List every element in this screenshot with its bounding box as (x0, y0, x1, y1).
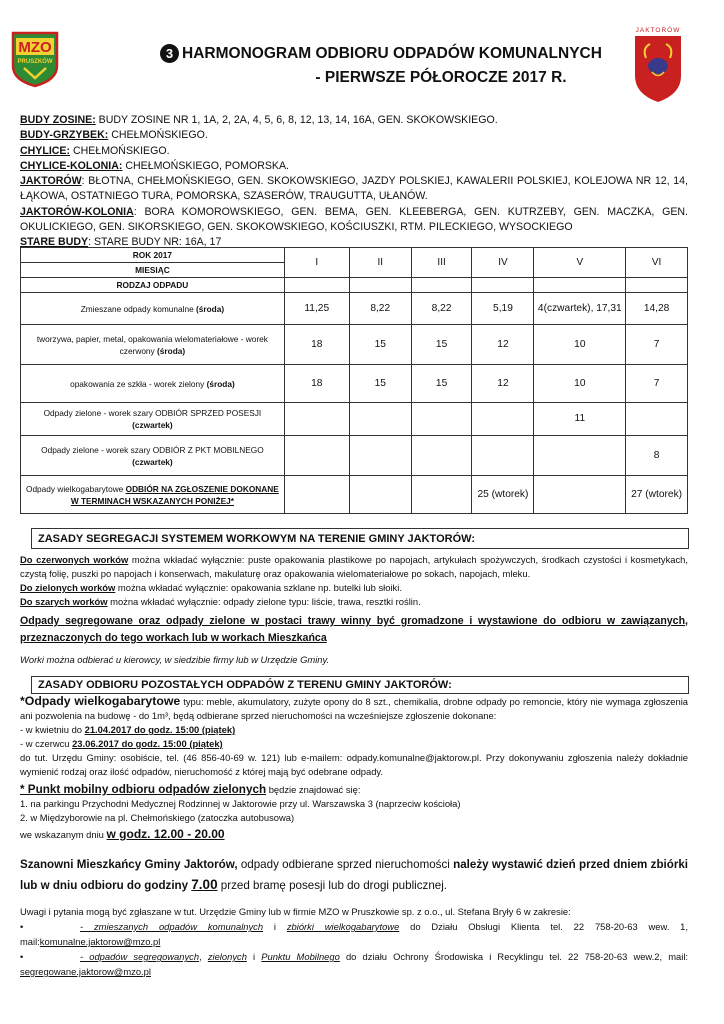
office-contact: do tut. Urzędu Gminy: osobiście, tel. (46 856-40-69 w. 121) lub e-mailem: odpady.komunalne@jaktorow.pl. Przy dokonywaniu zgłoszenia należy dokładnie wymienić rodzaj oraz ilość odpadów, nieruchomość z której mają być odebrane odpady. (20, 752, 688, 777)
street-entry (20, 174, 688, 205)
table-cell (472, 403, 534, 436)
table-cell (411, 403, 472, 436)
table-cell: 14,28 (626, 293, 688, 325)
resident-notice: Szanowni Mieszkańcy Gminy Jaktorów, odpady odbierane sprzed nieruchomości należy wystawić dzień przed dniem zbiórki lub w dniu odbioru do godziny 7.00 przed bramę posesji lub do drogi publicznej. (20, 858, 689, 892)
month-header: II (349, 248, 411, 278)
month-header: I (284, 248, 349, 278)
table-cell: 27 (wtorek) (626, 476, 688, 514)
waste-type: Odpady wielkogabarytowe ODBIÓR NA ZGŁOSZENIE DOKONANE W TERMINACH WSKAZANYCH PONIŻEJ* (21, 476, 285, 514)
table-cell: 10 (534, 365, 626, 403)
contact-2: • - odpadów segregowanych, zielonych i Punktu Mobilnego do działu Ochrony Środowiska i Recyklingu tel. 22 758-20-63 wew.2, mail: segregowane.jaktorow@mzo.pl (20, 951, 689, 977)
table-cell: 15 (349, 365, 411, 403)
table-cell (411, 436, 472, 476)
segregation-rules (20, 553, 688, 609)
crest-text: JAKTORÓW (635, 27, 681, 34)
table-row (21, 325, 688, 365)
location-1: 1. na parkingu Przychodni Medycznej Rodzinnej w Jaktorowie przy ul. Warszawska 3 (naprzeciw kościoła) (20, 798, 461, 809)
table-cell: 7 (626, 325, 688, 365)
header-type: RODZAJ ODPADU (21, 278, 285, 293)
street-text: : BORA KOMOROWSKIEGO, GEN. BEMA, GEN. KLEEBERGA, GEN. KUTRZEBY, GEN. MACZKA, GEN. OKULICKIEGO, GEN. SIKORSKIEGO, GEN. SKOKOWSKIEGO, KOŚCIUSZKI, RTM. PILECKIEGO, WYSOCKIEGO (20, 205, 688, 234)
table-row (21, 365, 688, 403)
waste-type: opakowania ze szkła - worek zielony (środa) (21, 365, 285, 403)
header-month: MIESIĄC (21, 263, 285, 278)
location-2: 2. w Międzyborowie na pl. Chełmońskiego (zatoczka autobusowa) (20, 812, 295, 823)
bulky-text: typu: meble, akumulatory, zużyte opony do 8 szt., chemikalia, drobne odpady po remoncie, który nie wymaga zgłoszenia ani pozwolenia na budowę - do 1m³, będą odbierane sprzed nieruchomości na wcześniejsze zgłoszenie dokonane: (20, 696, 688, 721)
bags-pickup-note: Worki można odbierać u kierowcy, w siedzibie firmy lub w Urzędzie Gminy. (20, 654, 330, 665)
waste-type: Zmieszane odpady komunalne (środa) (21, 293, 285, 325)
street-text: CHEŁMOŃSKIEGO, POMORSKA. (122, 159, 289, 172)
april-deadline: - w kwietniu do 21.04.2017 do godz. 15:00 (piątek) (20, 724, 236, 735)
rule-grey: Do szarych worków można wkładać wyłącznie: odpady zielone typu: liście, trawa, resztki roślin. (20, 596, 421, 607)
table-row (21, 403, 688, 436)
june-deadline: - w czerwcu 23.06.2017 do godz. 15:00 (piątek) (20, 738, 223, 749)
table-cell: 7 (626, 365, 688, 403)
table-row (21, 293, 688, 325)
bulky-title: *Odpady wielkogabarytowe (20, 694, 181, 708)
locality-name: JAKTORÓW (20, 175, 82, 188)
month-header: V (534, 248, 626, 278)
contacts-section (20, 904, 688, 979)
mobile-hours: we wskazanym dniu w godz. 12.00 - 20.00 (20, 827, 225, 841)
waste-type: Odpady zielone - worek szary ODBIÓR SPRZED POSESJI (czwartek) (21, 403, 285, 436)
month-header: VI (626, 248, 688, 278)
street-text: CHEŁMOŃSKIEGO. (70, 144, 170, 157)
schedule-table (20, 247, 688, 514)
locality-name: CHYLICE: (20, 144, 71, 157)
table-header-row (21, 248, 688, 263)
title-line-2: - PIERWSZE PÓŁOROCZE 2017 R. (315, 69, 567, 86)
document-title (146, 44, 616, 87)
email-link-1[interactable]: komunalne.jaktorow@mzo.pl (39, 936, 161, 947)
table-cell: 25 (wtorek) (472, 476, 534, 514)
table-cell (349, 476, 411, 514)
segregation-bold-note: Odpady segregowane oraz odpady zielone w postaci trawy winny być gromadzone i wystawione do odbioru w zawiązanych, przeznaczonych do tego workach lub w workach Mieszkańca (20, 615, 688, 644)
waste-type: Odpady zielone - worek szary ODBIÓR Z PKT MOBILNEGO (czwartek) (21, 436, 285, 476)
table-cell (534, 436, 626, 476)
street-entry (20, 159, 688, 174)
header-year: ROK 2017 (21, 248, 285, 263)
mzo-logo (10, 30, 60, 88)
table-cell: 15 (411, 325, 472, 365)
street-text: CHEŁMOŃSKIEGO. (108, 129, 208, 142)
table-cell: 8,22 (349, 293, 411, 325)
title-number-icon: 3 (160, 44, 179, 63)
locality-name: BUDY ZOSINE: (20, 114, 96, 126)
table-cell: 18 (284, 325, 349, 365)
other-waste-heading: ZASADY ODBIORU POZOSTAŁYCH ODPADÓW Z TERENU GMINY JAKTORÓW: (31, 676, 689, 694)
bullet-icon: • (20, 951, 24, 962)
locality-name: BUDY-GRZYBEK: (20, 129, 109, 142)
street-entry (20, 128, 688, 143)
table-cell: 15 (349, 325, 411, 365)
month-header: III (411, 248, 472, 278)
waste-type: tworzywa, papier, metal, opakowania wielomateriałowe - worek czerwony (środa) (21, 325, 285, 365)
bullet-icon: • (20, 921, 24, 932)
mobile-title: * Punkt mobilny odbioru odpadów zielonych (20, 783, 267, 796)
table-row (21, 476, 688, 514)
table-cell: 12 (472, 325, 534, 365)
table-cell (626, 403, 688, 436)
contacts-intro: Uwagi i pytania mogą być zgłaszane w tut. Urzędzie Gminy lub w firmie MZO w Pruszkowie sp. z o.o., ul. Stefana Bryły 6 w zakresie: (20, 906, 571, 917)
street-text: BUDY ZOSINE NR 1, 1A, 2, 2A, 4, 5, 6, 8, 12, 13, 14, 16A, GEN. SKOKOWSKIEGO. (95, 114, 498, 126)
email-link-2[interactable]: segregowane.jaktorow@mzo.pl (20, 966, 151, 977)
street-text: : BŁOTNA, CHEŁMOŃSKIEGO, GEN. SKOKOWSKIEGO, JAZDY POLSKIEJ, KAWALERII POLSKIEJ, KOLEJOWA NR 12, 14, ŁĄKOWA, OSTATNIEGO TURA, POMORSKA, SZASERÓW, TRAUGUTTA, UŁANÓW. (20, 175, 688, 203)
rule-red: Do czerwonych worków można wkładać wyłącznie: puste opakowania plastikowe po napojach, artykułach spożywczych, środkach czystości i kosmetykach, czystą folię, puszki po napojach i konserwach, makulaturę oraz opakowania wielomateriałowe po sokach, napojach, mleku. (20, 554, 688, 579)
table-cell: 11 (534, 403, 626, 436)
table-cell (472, 436, 534, 476)
mobile-point-section (20, 783, 688, 842)
table-cell (534, 476, 626, 514)
table-cell: 15 (411, 365, 472, 403)
contact-1: • - zmieszanych odpadów komunalnych i zbiórki wielkogabarytowe do Działu Obsługi Klienta tel. 22 758-20-63 wew. 1, mail:komunalne.jaktorow@mzo.pl (20, 921, 688, 947)
month-header: IV (472, 248, 534, 278)
street-text: : STARE BUDY NR: 16A, 17 (88, 236, 222, 249)
streets-list (20, 113, 688, 251)
table-cell: 4(czwartek), 17,31 (534, 293, 626, 325)
segregation-heading: ZASADY SEGREGACJI SYSTEMEM WORKOWYM NA TERENIE GMINY JAKTORÓW: (31, 528, 689, 549)
street-entry (20, 205, 688, 236)
table-cell: 10 (534, 325, 626, 365)
locality-name: JAKTORÓW-KOLONIA (20, 205, 134, 218)
logo-text: MZO (18, 39, 52, 56)
street-entry (20, 144, 688, 159)
table-cell (284, 436, 349, 476)
rule-green: Do zielonych worków można wkładać wyłącznie: opakowania szklane np. butelki lub słoiki. (20, 582, 402, 593)
bulky-waste-section (20, 694, 688, 779)
locality-name: STARE BUDY (20, 236, 89, 249)
table-cell (349, 403, 411, 436)
street-entry (20, 113, 688, 128)
table-cell: 12 (472, 365, 534, 403)
table-cell (349, 436, 411, 476)
table-cell (284, 476, 349, 514)
locality-name: CHYLICE-KOLONIA: (20, 159, 123, 172)
jaktorow-crest (632, 24, 684, 104)
logo-subtext: PRUSZKÓW (17, 59, 53, 65)
table-cell: 11,25 (284, 293, 349, 325)
table-cell: 8,22 (411, 293, 472, 325)
table-cell (411, 476, 472, 514)
mobile-suffix: będzie znajdować się: (266, 784, 361, 795)
table-row (21, 436, 688, 476)
table-cell: 5,19 (472, 293, 534, 325)
table-cell (284, 403, 349, 436)
table-cell: 18 (284, 365, 349, 403)
table-cell: 8 (626, 436, 688, 476)
title-line-1: HARMONOGRAM ODBIORU ODPADÓW KOMUNALNYCH (182, 44, 602, 62)
